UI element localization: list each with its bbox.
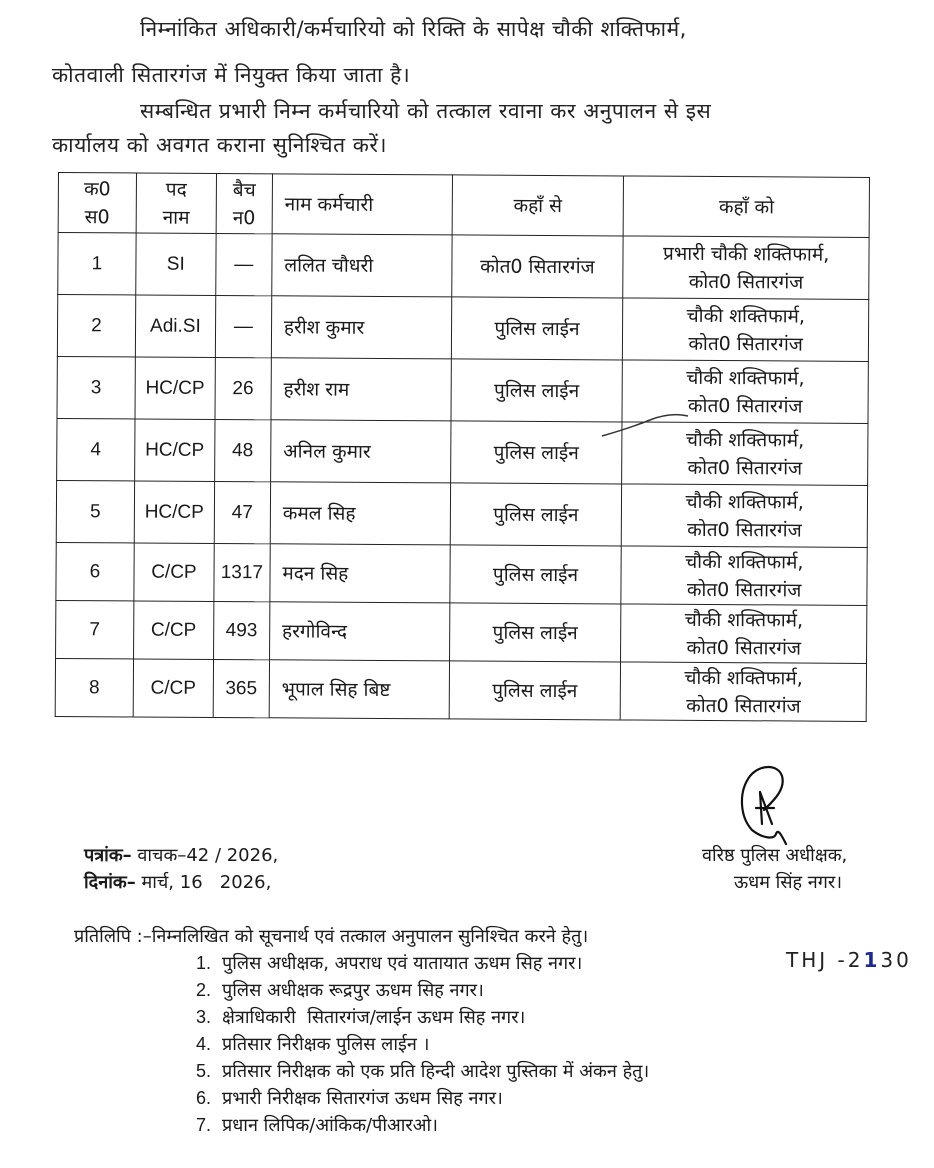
cell-name: भूपाल सिह बिष्ट: [269, 660, 449, 719]
cell-from: कोत0 सितारगंज: [451, 235, 623, 298]
cell-post: C/CP: [133, 601, 213, 659]
header-serial-no: क0 स0: [58, 173, 136, 233]
handwritten-note: THJ -2130: [786, 948, 912, 972]
cell-post: C/CP: [134, 543, 214, 601]
letter-number-value: वाचक–42 / 2026,: [137, 845, 279, 866]
cell-name: हरगोविन्द: [269, 602, 449, 661]
cell-serial: 1: [58, 233, 136, 295]
date-value: मार्च, 16 2026,: [141, 872, 272, 893]
cell-to: चौकी शक्तिफार्म, कोत0 सितारगंज: [622, 360, 868, 423]
header-to: कहाँ को: [623, 176, 869, 237]
cell-name: हरीश कुमार: [271, 296, 451, 359]
signatory-block: [702, 842, 847, 896]
cell-name: ललित चौधरी: [272, 234, 452, 297]
cell-post: Adi.SI: [135, 295, 215, 357]
cell-to: चौकी शक्तिफार्म, कोत0 सितारगंज: [621, 546, 867, 605]
table-row: [57, 295, 868, 362]
cell-serial: 6: [56, 542, 134, 600]
signatory-district: ऊधम सिंह नगर।: [734, 872, 843, 893]
signatory-designation: वरिष्ठ पुलिस अधीक्षक,: [702, 845, 848, 866]
cell-serial: 5: [56, 480, 134, 542]
pen-stroke-mark: [600, 400, 690, 440]
cell-serial: 4: [57, 418, 135, 480]
instruction-line-2: कार्यालय को अवगत कराना सुनिश्चित करें।: [52, 133, 387, 157]
table-row: [56, 600, 867, 663]
header-batch-no: बैच न0: [216, 173, 272, 233]
cell-batch: 47: [214, 481, 270, 543]
cell-from: पुलिस लाईन: [449, 661, 621, 720]
table-row: [56, 542, 867, 605]
cell-post: HC/CP: [135, 357, 215, 419]
cell-from: पुलिस लाईन: [451, 297, 623, 360]
cell-name: अनिल कुमार: [270, 420, 450, 483]
cell-batch: 48: [214, 419, 270, 481]
list-item: 7. प्रधान लिपिक/आंकिक/पीआरओ।: [196, 1115, 438, 1136]
list-item: 4. प्रतिसार निरीक्षक पुलिस लाईन ।: [196, 1034, 430, 1055]
cell-serial: 7: [56, 600, 134, 658]
cell-to: चौकी शक्तिफार्म, कोत0 सितारगंज: [621, 604, 867, 663]
cell-from: पुलिस लाईन: [450, 483, 622, 546]
intro-line-2: कोतवाली सितारगंज में नियुक्त किया जाता है।: [52, 63, 411, 87]
list-item: 2. पुलिस अधीक्षक रूद्रपुर ऊधम सिह नगर।: [196, 980, 484, 1001]
intro-line-1: निम्नांकित अधिकारी/कर्मचारियो को रिक्ति के सापेक्ष चौकी शक्तिफार्म,: [140, 17, 687, 41]
table-row: [58, 233, 869, 300]
cell-to: चौकी शक्तिफार्म, कोत0 सितारगंज: [622, 422, 868, 485]
cell-to: प्रभारी चौकी शक्तिफार्म, कोत0 सितारगंज: [623, 236, 869, 299]
header-from: कहाँ से: [452, 175, 624, 236]
cell-from: पुलिस लाईन: [450, 421, 622, 484]
cell-batch: 26: [215, 357, 271, 419]
table-row: [55, 658, 866, 721]
date-label: दिनांक–: [84, 872, 136, 893]
cell-post: C/CP: [133, 659, 213, 717]
table-row: [57, 418, 868, 485]
header-employee-name: नाम कर्मचारी: [272, 174, 452, 235]
cell-from: पुलिस लाईन: [449, 603, 621, 662]
cell-serial: 8: [55, 658, 133, 716]
cell-to: चौकी शक्तिफार्म, कोत0 सितारगंज: [621, 662, 867, 721]
cell-to: चौकी शक्तिफार्म, कोत0 सितारगंज: [623, 298, 869, 361]
blue-ink-digit: 1: [863, 948, 881, 972]
list-item: 1. पुलिस अधीक्षक, अपराध एवं यातायात ऊधम सिह नगर।: [196, 953, 583, 974]
cell-batch: 365: [213, 659, 269, 717]
table-row: [57, 356, 868, 423]
reference-block: [84, 842, 278, 896]
cell-batch: 493: [213, 601, 269, 659]
cell-from: पुलिस लाईन: [451, 359, 623, 422]
cell-to: चौकी शक्तिफार्म, कोत0 सितारगंज: [622, 484, 868, 547]
copy-to-list: [196, 950, 649, 1139]
cell-name: मदन सिह: [270, 544, 450, 603]
letter-number: [84, 842, 278, 869]
cell-serial: 2: [57, 295, 135, 357]
cell-serial: 3: [57, 356, 135, 418]
cell-batch: —: [215, 295, 271, 357]
cell-batch: 1317: [214, 543, 270, 601]
cell-post: HC/CP: [135, 419, 215, 481]
cell-name: कमल सिह: [270, 482, 450, 545]
list-item: 5. प्रतिसार निरीक्षक को एक प्रति हिन्दी आदेश पुस्तिका में अंकन हेतु।: [196, 1061, 650, 1082]
signature-icon: [732, 762, 812, 852]
letter-number-label: पत्रांक–: [84, 845, 132, 866]
header-post: पद नाम: [136, 173, 216, 233]
list-item: 3. क्षेत्राधिकारी सितारगंज/लाईन ऊधम सिह नगर।: [196, 1007, 526, 1028]
cell-batch: —: [216, 233, 272, 295]
date: [84, 869, 278, 896]
table-row: [56, 480, 867, 547]
cell-name: हरीश राम: [271, 358, 451, 421]
instruction-line-1: सम्बन्धित प्रभारी निम्न कर्मचारियो को तत्काल रवाना कर अनुपालन से इस: [140, 99, 712, 123]
cell-from: पुलिस लाईन: [449, 545, 621, 604]
list-item: 6. प्रभारी निरीक्षक सितारगंज ऊधम सिह नगर।: [196, 1088, 503, 1109]
cell-post: HC/CP: [134, 481, 214, 543]
cell-post: SI: [136, 233, 216, 295]
posting-table: [55, 172, 870, 722]
table-header-row: [58, 173, 869, 238]
copy-to-intro: प्रतिलिपि :–निम्नलिखित को सूचनार्थ एवं तत्काल अनुपालन सुनिश्चित करने हेतु।: [74, 926, 589, 947]
